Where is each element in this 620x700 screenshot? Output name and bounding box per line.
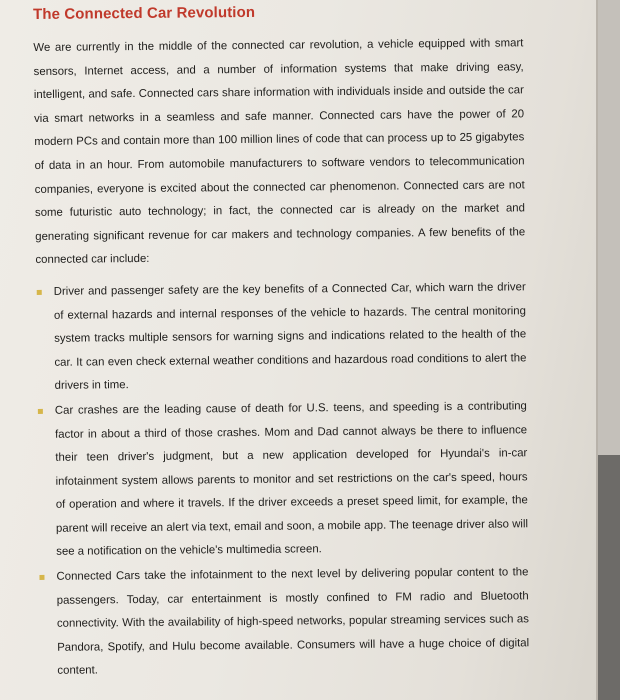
bullet-square-icon (37, 290, 42, 295)
article-content (33, 1, 529, 685)
bullet-square-icon (38, 409, 43, 414)
intro-paragraph: We are currently in the middle of the connected car revolution, a vehicle equipped with smart sensors, Internet access, and a number of information systems that make driving easy, intelligent, and safe. Connected cars share information with individuals inside and outside the car via smart networks in a seamless and safe manner. Connected cars have the power of 20 modern PCs and contain more than 100 million lines of code that can process up to 25 gigabytes of data in an hour. From automobile manufacturers to software vendors to telecommunication companies, everyone is excited about the connected car phenomenon. Connected cars are not some futuristic auto technology; in fact, the connected car is already on the market and generating significant revenue for car makers and technology companies. A few benefits of the connected car include: (33, 37, 526, 267)
list-item-text: Connected Cars take the infotainment to the next level by delivering popular content to the passengers. Today, car entertainment is mostly confined to FM radio and Bluetooth connectivity. With the availability of high-speed networks, popular streaming services such as Pandora, Spotify, and Hulu become available. Consumers will have a huge choice of digital content. (56, 566, 530, 678)
benefits-list (36, 276, 530, 684)
list-item-text: Car crashes are the leading cause of death for U.S. teens, and speeding is a contributing factor in about a third of those crashes. Mom and Dad cannot always be there to influence their teen driver's judgment, but a new application developed for Hyundai's in-car infotainment system allows parents to monitor and set restrictions on the car's speed, hours of operation and where it travels. If the driver exceeds a preset speed limit, for example, the parent will receive an alert via text, email and soon, a mobile app. The teenage driver also will see a notification on the vehicle's multimedia screen. (54, 400, 529, 559)
list-item (36, 276, 527, 399)
list-item-text: Driver and passenger safety are the key benefits of a Connected Car, which warn the driver of external hazards and internal responses of the vehicle to hazards. The central monitoring system tracks multiple sensors for warning signs and indications related to the health of the car. It can even check external weather conditions and hazardous road conditions to alert the drivers in time. (53, 281, 527, 393)
page-side-tab-dark (598, 455, 620, 700)
list-item (37, 395, 529, 565)
list-item (38, 561, 529, 684)
article-title: The Connected Car Revolution (33, 3, 256, 23)
page-side-tab (598, 0, 620, 455)
bullet-square-icon (39, 575, 44, 580)
